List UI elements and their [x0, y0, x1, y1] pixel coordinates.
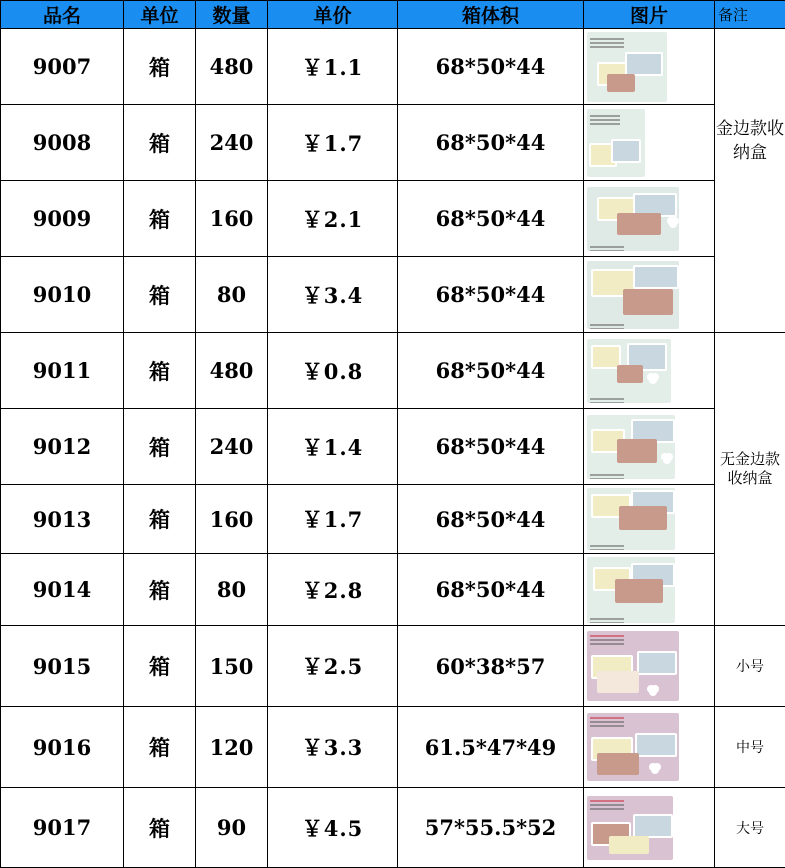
table-row [1, 257, 785, 333]
product-photo [587, 631, 679, 701]
cell-price: ￥2.1 [268, 181, 398, 257]
header-unit: 单位 [124, 1, 196, 29]
cell-image [584, 788, 715, 868]
cell-price: ￥1.7 [268, 485, 398, 554]
cell-qty: 120 [196, 707, 268, 788]
cell-price: ￥1.7 [268, 105, 398, 181]
header-price: 单价 [268, 1, 398, 29]
cell-name: 9007 [1, 29, 124, 105]
cell-unit: 箱 [124, 409, 196, 485]
cell-price: ￥4.5 [268, 788, 398, 868]
product-photo [587, 796, 673, 860]
cell-price: ￥2.5 [268, 626, 398, 707]
note-small: 小号 [715, 626, 785, 707]
cell-qty: 160 [196, 181, 268, 257]
cell-qty: 480 [196, 29, 268, 105]
cell-volume: 57*55.5*52 [398, 788, 584, 868]
product-photo [587, 557, 675, 623]
cell-qty: 90 [196, 788, 268, 868]
cell-unit: 箱 [124, 554, 196, 626]
table-row [1, 485, 785, 554]
cell-image [584, 29, 715, 105]
cell-qty: 480 [196, 333, 268, 409]
cell-name: 9014 [1, 554, 124, 626]
cell-price: ￥1.4 [268, 409, 398, 485]
cell-unit: 箱 [124, 29, 196, 105]
cell-image [584, 181, 715, 257]
cell-name: 9008 [1, 105, 124, 181]
table-row [1, 707, 785, 788]
cell-volume: 68*50*44 [398, 257, 584, 333]
product-photo [587, 339, 671, 403]
cell-image [584, 333, 715, 409]
note-large: 大号 [715, 788, 785, 868]
cell-qty: 240 [196, 105, 268, 181]
cell-unit: 箱 [124, 181, 196, 257]
cell-name: 9009 [1, 181, 124, 257]
cell-image [584, 554, 715, 626]
product-photo [587, 713, 679, 781]
header-qty: 数量 [196, 1, 268, 29]
cell-name: 9015 [1, 626, 124, 707]
table-row [1, 788, 785, 868]
note-no-gold-edge: 无金边款收纳盒 [715, 333, 785, 626]
cell-unit: 箱 [124, 626, 196, 707]
table-row [1, 29, 785, 105]
header-name: 品名 [1, 1, 124, 29]
cell-image [584, 409, 715, 485]
header-note: 备注 [715, 1, 785, 29]
cell-volume: 68*50*44 [398, 409, 584, 485]
cell-volume: 68*50*44 [398, 485, 584, 554]
product-photo [587, 187, 679, 251]
note-medium: 中号 [715, 707, 785, 788]
cell-image [584, 626, 715, 707]
cell-qty: 150 [196, 626, 268, 707]
product-photo [587, 109, 645, 177]
cell-volume: 61.5*47*49 [398, 707, 584, 788]
table-row [1, 626, 785, 707]
cell-price: ￥2.8 [268, 554, 398, 626]
cell-unit: 箱 [124, 707, 196, 788]
cell-image [584, 485, 715, 554]
product-photo [587, 32, 667, 102]
table-row [1, 554, 785, 626]
cell-unit: 箱 [124, 788, 196, 868]
table-row [1, 181, 785, 257]
header-volume: 箱体积 [398, 1, 584, 29]
cell-volume: 60*38*57 [398, 626, 584, 707]
cell-price: ￥3.3 [268, 707, 398, 788]
cell-price: ￥1.1 [268, 29, 398, 105]
product-photo [587, 415, 675, 479]
cell-image [584, 707, 715, 788]
cell-name: 9013 [1, 485, 124, 554]
cell-unit: 箱 [124, 105, 196, 181]
cell-volume: 68*50*44 [398, 105, 584, 181]
cell-unit: 箱 [124, 333, 196, 409]
cell-qty: 80 [196, 554, 268, 626]
product-photo [587, 261, 679, 329]
cell-unit: 箱 [124, 257, 196, 333]
cell-price: ￥3.4 [268, 257, 398, 333]
cell-volume: 68*50*44 [398, 181, 584, 257]
cell-volume: 68*50*44 [398, 333, 584, 409]
cell-qty: 240 [196, 409, 268, 485]
cell-name: 9017 [1, 788, 124, 868]
cell-qty: 160 [196, 485, 268, 554]
cell-name: 9011 [1, 333, 124, 409]
cell-image [584, 105, 715, 181]
note-gold-edge: 金边款收纳盒 [715, 29, 785, 333]
header-image: 图片 [584, 1, 715, 29]
cell-name: 9010 [1, 257, 124, 333]
header-row [1, 1, 785, 29]
table-row [1, 409, 785, 485]
cell-name: 9012 [1, 409, 124, 485]
cell-name: 9016 [1, 707, 124, 788]
product-photo [587, 488, 675, 550]
cell-volume: 68*50*44 [398, 29, 584, 105]
table-row [1, 105, 785, 181]
table-row [1, 333, 785, 409]
cell-qty: 80 [196, 257, 268, 333]
cell-price: ￥0.8 [268, 333, 398, 409]
cell-image [584, 257, 715, 333]
cell-unit: 箱 [124, 485, 196, 554]
cell-volume: 68*50*44 [398, 554, 584, 626]
